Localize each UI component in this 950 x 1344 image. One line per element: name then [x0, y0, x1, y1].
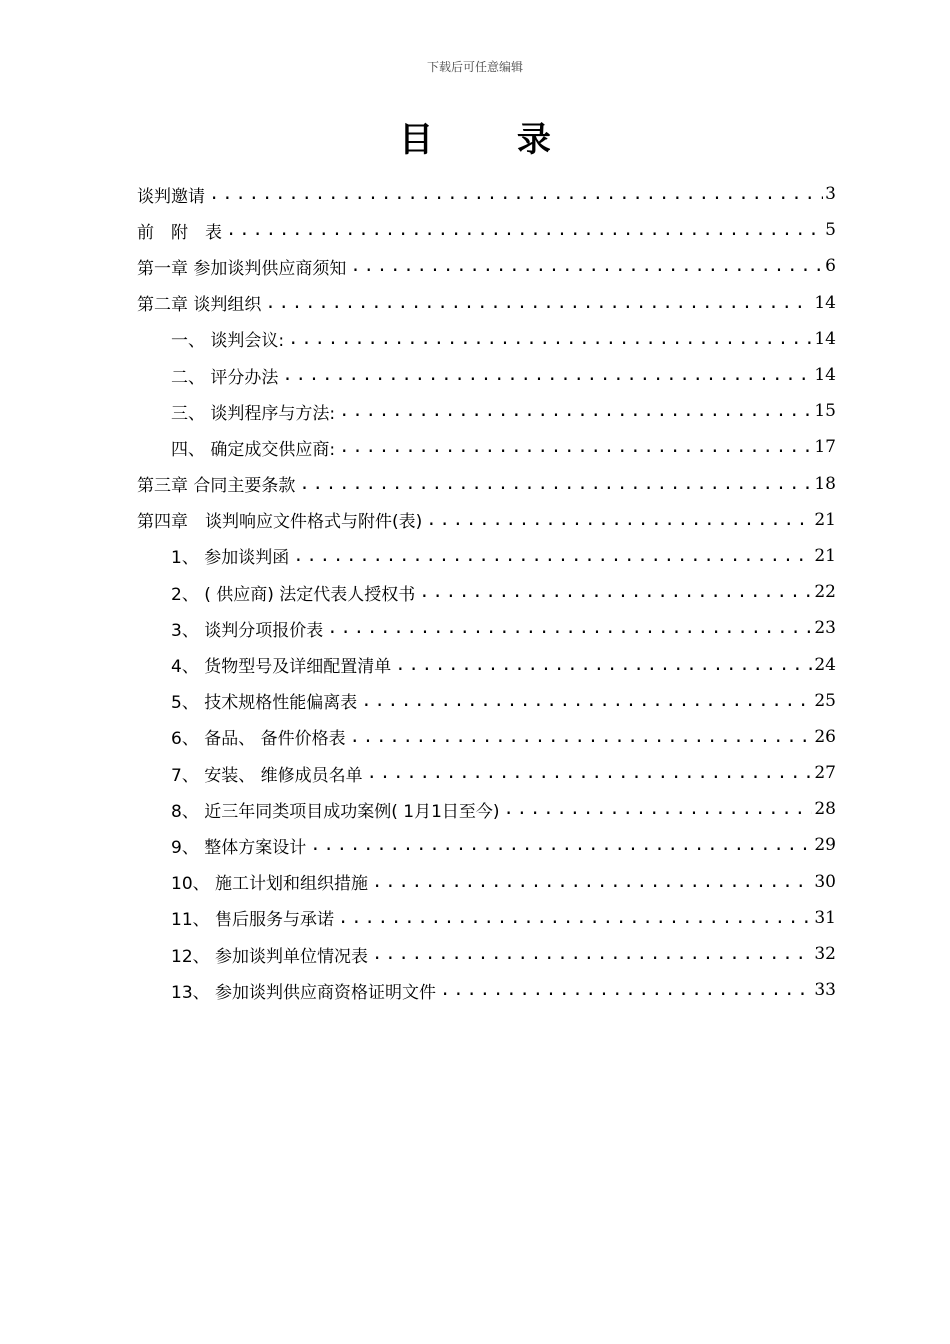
toc-entry-page-number: 24 [814, 654, 836, 675]
toc-entry[interactable] [137, 791, 836, 827]
toc-dot-leader [299, 474, 812, 494]
page-title: 目 录 [399, 120, 587, 160]
toc-entry-page-number: 32 [814, 944, 836, 965]
toc-entry-title: 一、 谈判会议: [171, 326, 286, 351]
toc-entry-page-number: 15 [814, 401, 836, 422]
toc-entry-title: 二、 评分办法 [171, 363, 280, 388]
toc-entry[interactable] [137, 610, 836, 646]
toc-dot-leader [426, 510, 812, 530]
toc-entry[interactable] [137, 502, 836, 538]
toc-entry-page-number: 21 [814, 545, 836, 566]
toc-entry[interactable] [137, 719, 836, 755]
toc-entry-page-number: 26 [814, 726, 836, 747]
toc-entry-page-number: 14 [814, 365, 836, 386]
toc-dot-leader [282, 365, 812, 385]
toc-entry-page-number: 14 [814, 292, 836, 313]
toc-entry-title: 9、 整体方案设计 [171, 833, 308, 858]
toc-entry-title: 11、 售后服务与承诺 [171, 905, 336, 930]
toc-entry-title: 第四章 谈判响应文件格式与附件(表) [137, 507, 424, 532]
toc-entry-title: 第二章 谈判组织 [137, 290, 263, 315]
toc-dot-leader [226, 220, 823, 240]
toc-entry[interactable] [137, 574, 836, 610]
toc-entry[interactable] [137, 429, 836, 465]
toc-entry[interactable] [137, 683, 836, 719]
toc-entry-title: 谈判邀请 [137, 182, 207, 207]
toc-dot-leader [350, 256, 823, 276]
toc-entry[interactable] [137, 755, 836, 791]
toc-dot-leader [372, 872, 812, 892]
toc-entry[interactable] [137, 393, 836, 429]
toc-entry[interactable] [137, 285, 836, 321]
toc-dot-leader [338, 908, 812, 928]
toc-entry-title: 7、 安装、 维修成员名单 [171, 761, 365, 786]
toc-dot-leader [350, 727, 813, 747]
header-note: 下载后可任意编辑 [426, 60, 523, 74]
toc-entry[interactable] [137, 248, 836, 284]
toc-entry-title: 6、 备品、 备件价格表 [171, 724, 348, 749]
toc-entry[interactable] [137, 466, 836, 502]
toc-entry-page-number: 22 [814, 582, 836, 603]
toc-entry-title: 前 附 表 [137, 218, 224, 243]
toc-entry[interactable] [137, 936, 836, 972]
toc-entry[interactable] [137, 357, 836, 393]
toc-entry[interactable] [137, 827, 836, 863]
toc-entry[interactable] [137, 900, 836, 936]
toc-entry[interactable] [137, 972, 836, 1008]
toc-entry[interactable] [137, 646, 836, 682]
toc-dot-leader [361, 691, 812, 711]
toc-entry[interactable] [137, 212, 836, 248]
toc-entry-title: 三、 谈判程序与方法: [171, 399, 337, 424]
toc-entry-page-number: 25 [814, 690, 836, 711]
toc-entry-title: 4、 货物型号及详细配置清单 [171, 652, 393, 677]
toc-entry-title: 5、 技术规格性能偏离表 [171, 688, 359, 713]
toc-entry-page-number: 23 [814, 618, 836, 639]
toc-dot-leader [339, 437, 812, 457]
toc-dot-leader [372, 944, 812, 964]
toc-dot-leader [395, 655, 812, 675]
toc-entry-page-number: 31 [814, 907, 836, 928]
toc-entry-title: 12、 参加谈判单位情况表 [171, 942, 370, 967]
toc-entry-title: 13、 参加谈判供应商资格证明文件 [171, 978, 438, 1003]
toc-entry-title: 四、 确定成交供应商: [171, 435, 337, 460]
toc-dot-leader [310, 835, 812, 855]
toc-dot-leader [209, 184, 823, 204]
toc-entry[interactable] [137, 176, 836, 212]
toc-entry-title: 2、 ( 供应商) 法定代表人授权书 [171, 580, 417, 605]
toc-dot-leader [265, 293, 812, 313]
toc-entry-page-number: 33 [814, 980, 836, 1001]
toc-entry-page-number: 28 [814, 799, 836, 820]
toc-entry[interactable] [137, 864, 836, 900]
toc-entry-page-number: 3 [825, 184, 836, 205]
toc-entry-page-number: 17 [814, 437, 836, 458]
toc-dot-leader [288, 329, 812, 349]
toc-entry-title: 10、 施工计划和组织措施 [171, 869, 370, 894]
toc-entry-title: 第三章 合同主要条款 [137, 471, 297, 496]
toc-entry-page-number: 6 [825, 256, 836, 277]
toc-dot-leader [367, 763, 813, 783]
toc-entry-page-number: 29 [814, 835, 836, 856]
toc-dot-leader [440, 980, 812, 1000]
toc-entry-page-number: 21 [814, 509, 836, 530]
toc-entry-page-number: 18 [814, 473, 836, 494]
toc-entry-title: 8、 近三年同类项目成功案例( 1月1日至今) [171, 797, 502, 822]
toc-dot-leader [339, 401, 812, 421]
toc-entry-page-number: 30 [814, 871, 836, 892]
toc-dot-leader [419, 582, 812, 602]
toc-entry[interactable] [137, 321, 836, 357]
toc-entry-title: 1、 参加谈判函 [171, 543, 291, 568]
toc-dot-leader [327, 618, 812, 638]
toc-entry-title: 3、 谈判分项报价表 [171, 616, 325, 641]
toc-entry-page-number: 27 [814, 763, 836, 784]
toc-entry-title: 第一章 参加谈判供应商须知 [137, 254, 348, 279]
table-of-contents [137, 176, 836, 1008]
toc-entry-page-number: 5 [825, 220, 836, 241]
toc-dot-leader [504, 799, 813, 819]
toc-dot-leader [293, 546, 812, 566]
toc-entry[interactable] [137, 538, 836, 574]
toc-entry-page-number: 14 [814, 328, 836, 349]
